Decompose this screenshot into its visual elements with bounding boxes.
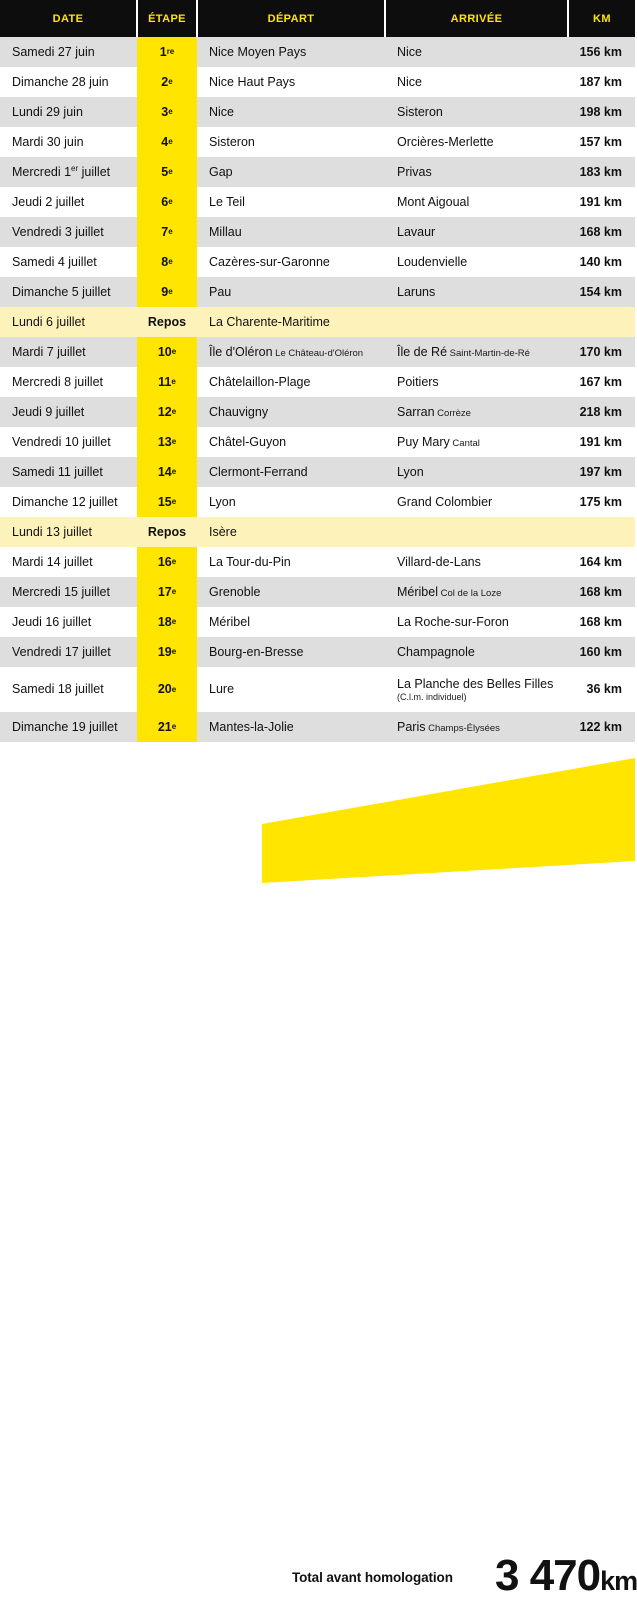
cell-stage-number: [137, 277, 197, 307]
stage-row[interactable]: [0, 397, 635, 427]
cell-distance: 154 km: [568, 277, 635, 307]
cell-arrivee: Villard-de-Lans: [385, 547, 568, 577]
cell-arrivee: Nice: [385, 67, 568, 97]
cell-distance: 175 km: [568, 487, 635, 517]
cell-stage-number: [137, 667, 197, 712]
rest-day-row[interactable]: [0, 517, 635, 547]
cell-arrivee: Lavaur: [385, 217, 568, 247]
cell-rest-label: [137, 307, 197, 337]
cell-stage-number: [137, 337, 197, 367]
cell-arrivee: Sisteron: [385, 97, 568, 127]
cell-stage-number: [137, 427, 197, 457]
stage-number-badge: 4 e: [137, 127, 197, 157]
cell-stage-number: [137, 37, 197, 67]
cell-depart: Chauvigny: [197, 397, 385, 427]
cell-arrivee: Île de Ré Saint-Martin-de-Ré: [385, 337, 568, 367]
stage-number-badge: 12 e: [137, 397, 197, 427]
stage-row[interactable]: [0, 97, 635, 127]
cell-stage-number: [137, 247, 197, 277]
arrivee-sublocation: Col de la Loze: [438, 587, 502, 599]
cell-arrivee: Champagnole: [385, 637, 568, 667]
cell-stage-number: [137, 97, 197, 127]
cell-stage-number: [137, 577, 197, 607]
rest-day-badge: Repos: [147, 524, 187, 539]
total-distance-value: 3 470: [495, 1551, 601, 1600]
cell-distance: 168 km: [568, 607, 635, 637]
cell-distance: 168 km: [568, 217, 635, 247]
cell-depart: Nice Haut Pays: [197, 67, 385, 97]
arrivee-sublocation: Champs-Élysées: [425, 722, 500, 734]
stage-row[interactable]: [0, 577, 635, 607]
cell-arrivee: [385, 307, 568, 337]
cell-arrivee: Grand Colombier: [385, 487, 568, 517]
arrivee-stage-type: (C.l.m. individuel): [397, 692, 467, 703]
stage-row[interactable]: [0, 427, 635, 457]
stage-number-badge: 10 e: [137, 337, 197, 367]
cell-date: Dimanche 28 juin: [0, 67, 137, 97]
cell-distance: [568, 307, 635, 337]
cell-arrivee: Méribel Col de la Loze: [385, 577, 568, 607]
cell-distance: 170 km: [568, 337, 635, 367]
stage-number-badge: 9 e: [137, 277, 197, 307]
cell-distance: 36 km: [568, 667, 635, 712]
cell-depart: Le Teil: [197, 187, 385, 217]
cell-date: Mardi 30 juin: [0, 127, 137, 157]
cell-distance: 167 km: [568, 367, 635, 397]
cell-stage-number: [137, 607, 197, 637]
stage-number-badge: 21 e: [137, 712, 197, 742]
cell-depart: Isère: [197, 517, 385, 547]
total-distance: [495, 1551, 637, 1601]
cell-stage-number: [137, 367, 197, 397]
stage-number-badge: 8 e: [137, 247, 197, 277]
arrivee-sublocation: Cantal: [449, 437, 480, 449]
table-body: [0, 37, 635, 742]
cell-arrivee: Orcières-Merlette: [385, 127, 568, 157]
arrivee-sublocation: Saint-Martin-de-Ré: [447, 347, 530, 359]
stage-number-badge: 3 e: [137, 97, 197, 127]
rest-day-row[interactable]: [0, 307, 635, 337]
arrivee-sublocation: Corrèze: [434, 407, 471, 419]
table-header: [0, 0, 635, 37]
stage-number-badge: 5 e: [137, 157, 197, 187]
cell-date: Vendredi 3 juillet: [0, 217, 137, 247]
stage-row[interactable]: [0, 637, 635, 667]
cell-stage-number: [137, 397, 197, 427]
cell-arrivee: Loudenvielle: [385, 247, 568, 277]
stage-row[interactable]: [0, 247, 635, 277]
stage-row[interactable]: [0, 367, 635, 397]
yellow-banner-shape: [0, 758, 635, 883]
column-header-arrivee: ARRIVÉE: [385, 0, 568, 37]
cell-depart: Millau: [197, 217, 385, 247]
total-label: Total avant homologation: [292, 1570, 453, 1585]
cell-distance: 164 km: [568, 547, 635, 577]
stage-number-badge: 13 e: [137, 427, 197, 457]
cell-depart: Pau: [197, 277, 385, 307]
stage-number-badge: 15 e: [137, 487, 197, 517]
cell-arrivee: Laruns: [385, 277, 568, 307]
cell-date: Mardi 7 juillet: [0, 337, 137, 367]
total-distance-unit: km: [600, 1566, 637, 1596]
rest-day-badge: Repos: [147, 314, 187, 329]
cell-stage-number: [137, 487, 197, 517]
cell-rest-label: [137, 517, 197, 547]
stage-row[interactable]: [0, 187, 635, 217]
cell-date: Mercredi 15 juillet: [0, 577, 137, 607]
cell-depart: Châtel-Guyon: [197, 427, 385, 457]
cell-distance: 197 km: [568, 457, 635, 487]
cell-date: Dimanche 5 juillet: [0, 277, 137, 307]
cell-date: Samedi 4 juillet: [0, 247, 137, 277]
cell-date: Samedi 18 juillet: [0, 667, 137, 712]
stage-row[interactable]: [0, 337, 635, 367]
column-header-depart: DÉPART: [197, 0, 385, 37]
cell-date: Jeudi 16 juillet: [0, 607, 137, 637]
cell-depart: Cazères-sur-Garonne: [197, 247, 385, 277]
cell-distance: 156 km: [568, 37, 635, 67]
cell-distance: 198 km: [568, 97, 635, 127]
cell-stage-number: [137, 457, 197, 487]
cell-arrivee: La Planche des Belles Filles (C.l.m. individuel): [385, 667, 568, 712]
stage-row[interactable]: [0, 67, 635, 97]
stage-number-badge: 6 e: [137, 187, 197, 217]
cell-depart: Nice: [197, 97, 385, 127]
cell-date: Jeudi 2 juillet: [0, 187, 137, 217]
cell-depart: Mantes-la-Jolie: [197, 712, 385, 742]
stage-number-badge: 17 e: [137, 577, 197, 607]
cell-depart: Île d'Oléron Le Château-d'Oléron: [197, 337, 385, 367]
stage-number-badge: 20 e: [137, 667, 197, 712]
stage-number-badge: 14 e: [137, 457, 197, 487]
cell-distance: 191 km: [568, 187, 635, 217]
column-header-etape: ÉTAPE: [137, 0, 197, 37]
stage-row[interactable]: [0, 487, 635, 517]
cell-distance: 157 km: [568, 127, 635, 157]
stage-row[interactable]: [0, 157, 635, 187]
cell-stage-number: [137, 217, 197, 247]
cell-depart: Châtelaillon-Plage: [197, 367, 385, 397]
cell-stage-number: [137, 187, 197, 217]
column-header-km: KM: [568, 0, 635, 37]
cell-date: Samedi 27 juin: [0, 37, 137, 67]
cell-depart: Grenoble: [197, 577, 385, 607]
cell-arrivee: Lyon: [385, 457, 568, 487]
cell-stage-number: [137, 547, 197, 577]
cell-distance: 191 km: [568, 427, 635, 457]
stage-number-badge: 7 e: [137, 217, 197, 247]
cell-date: Jeudi 9 juillet: [0, 397, 137, 427]
cell-depart: Clermont-Ferrand: [197, 457, 385, 487]
stage-row[interactable]: [0, 667, 635, 712]
cell-arrivee: La Roche-sur-Foron: [385, 607, 568, 637]
cell-depart: Sisteron: [197, 127, 385, 157]
stage-row[interactable]: [0, 607, 635, 637]
cell-date: Mercredi 1er juillet: [0, 157, 137, 187]
cell-arrivee: Puy Mary Cantal: [385, 427, 568, 457]
cell-arrivee: Paris Champs-Élysées: [385, 712, 568, 742]
date-ordinal-suffix: er: [71, 163, 79, 173]
cell-date: Samedi 11 juillet: [0, 457, 137, 487]
cell-date: Vendredi 17 juillet: [0, 637, 137, 667]
stage-row[interactable]: [0, 457, 635, 487]
column-header-date: DATE: [0, 0, 137, 37]
cell-distance: 183 km: [568, 157, 635, 187]
stage-number-badge: 18 e: [137, 607, 197, 637]
cell-date: Mardi 14 juillet: [0, 547, 137, 577]
stage-row[interactable]: [0, 37, 635, 67]
cell-date: Lundi 6 juillet: [0, 307, 137, 337]
cell-arrivee: Mont Aigoual: [385, 187, 568, 217]
cell-distance: 187 km: [568, 67, 635, 97]
cell-depart: Lure: [197, 667, 385, 712]
cell-stage-number: [137, 67, 197, 97]
cell-stage-number: [137, 157, 197, 187]
cell-arrivee: [385, 517, 568, 547]
cell-stage-number: [137, 712, 197, 742]
header-row: [0, 0, 635, 37]
stage-row[interactable]: [0, 277, 635, 307]
cell-depart: Bourg-en-Bresse: [197, 637, 385, 667]
cell-arrivee: Nice: [385, 37, 568, 67]
footer-total-banner: [0, 758, 637, 1600]
cell-date: Dimanche 12 juillet: [0, 487, 137, 517]
cell-arrivee: Poitiers: [385, 367, 568, 397]
tour-stages-table: [0, 0, 635, 742]
cell-distance: 140 km: [568, 247, 635, 277]
cell-depart: Nice Moyen Pays: [197, 37, 385, 67]
cell-arrivee: Sarran Corrèze: [385, 397, 568, 427]
stage-number-badge: 1 re: [137, 37, 197, 67]
depart-sublocation: Le Château-d'Oléron: [272, 347, 364, 359]
cell-distance: 122 km: [568, 712, 635, 742]
cell-depart: Lyon: [197, 487, 385, 517]
stage-row[interactable]: [0, 217, 635, 247]
cell-distance: [568, 517, 635, 547]
stage-number-badge: 16 e: [137, 547, 197, 577]
cell-depart: La Tour-du-Pin: [197, 547, 385, 577]
cell-date: Dimanche 19 juillet: [0, 712, 137, 742]
stage-number-badge: 11 e: [137, 367, 197, 397]
stage-number-badge: 19 e: [137, 637, 197, 667]
cell-stage-number: [137, 637, 197, 667]
stage-row[interactable]: [0, 547, 635, 577]
cell-depart: Gap: [197, 157, 385, 187]
cell-date: Mercredi 8 juillet: [0, 367, 137, 397]
stage-row[interactable]: [0, 127, 635, 157]
cell-date: Lundi 29 juin: [0, 97, 137, 127]
cell-distance: 218 km: [568, 397, 635, 427]
cell-date: Vendredi 10 juillet: [0, 427, 137, 457]
cell-arrivee: Privas: [385, 157, 568, 187]
cell-distance: 168 km: [568, 577, 635, 607]
stage-row[interactable]: [0, 712, 635, 742]
stage-number-badge: 2 e: [137, 67, 197, 97]
cell-distance: 160 km: [568, 637, 635, 667]
cell-depart: La Charente-Maritime: [197, 307, 385, 337]
cell-depart: Méribel: [197, 607, 385, 637]
cell-date: Lundi 13 juillet: [0, 517, 137, 547]
cell-stage-number: [137, 127, 197, 157]
